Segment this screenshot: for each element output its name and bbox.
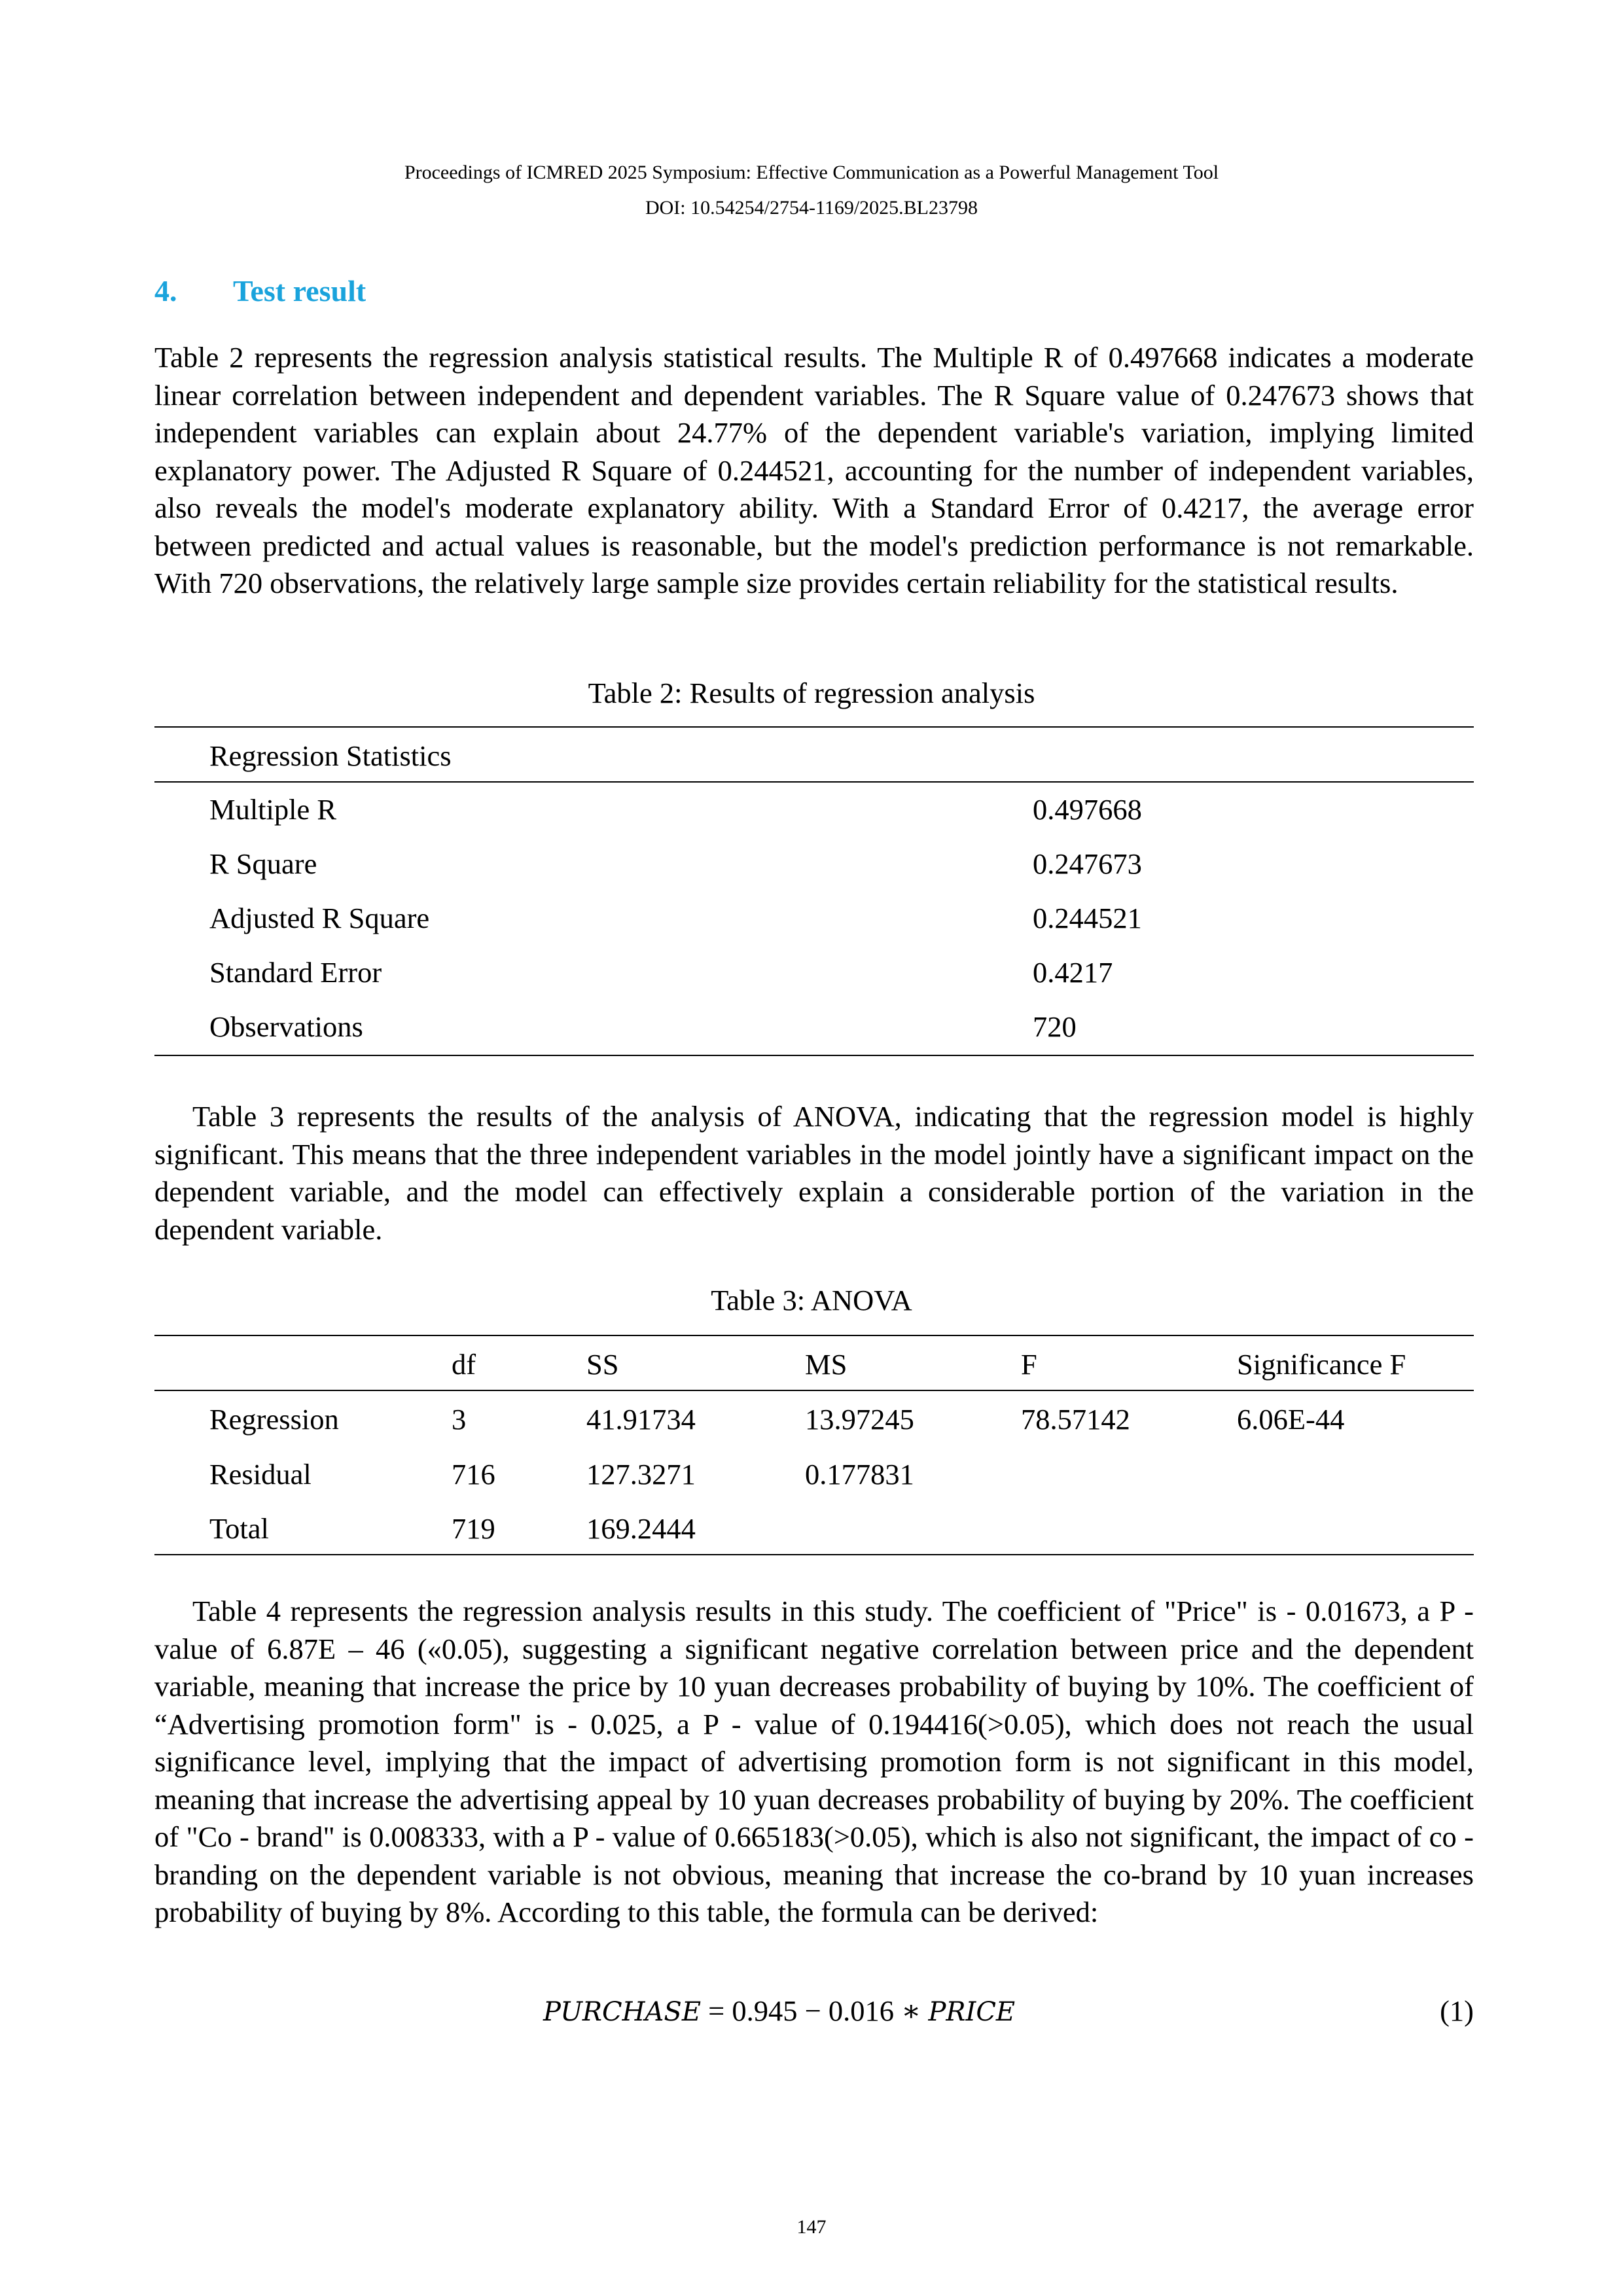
table2-row-value: 720 bbox=[1033, 1010, 1077, 1043]
section-title: Test result bbox=[233, 274, 366, 308]
section-number: 4. bbox=[154, 274, 177, 308]
table3-cell: 127.3271 bbox=[586, 1458, 696, 1491]
table2-header: Regression Statistics bbox=[209, 739, 452, 772]
table3-column-header: F bbox=[1021, 1348, 1037, 1381]
table3-cell: 3 bbox=[452, 1403, 467, 1436]
table2-row-value: 0.247673 bbox=[1033, 847, 1142, 880]
table3-column-header: SS bbox=[586, 1348, 619, 1381]
table3-column-header: Significance F bbox=[1237, 1348, 1406, 1381]
table3-cell: 78.57142 bbox=[1021, 1403, 1130, 1436]
table3-cell: 0.177831 bbox=[805, 1458, 914, 1491]
table2-caption: Table 2: Results of regression analysis bbox=[588, 677, 1035, 709]
page-number: 147 bbox=[796, 2216, 827, 2238]
running-header-doi: DOI: 10.54254/2754-1169/2025.BL23798 bbox=[645, 197, 978, 219]
table3-cell: 41.91734 bbox=[586, 1403, 696, 1436]
equation-number: (1) bbox=[1440, 1994, 1474, 2027]
table3-cell: 719 bbox=[452, 1512, 495, 1545]
table2-row-value: 0.497668 bbox=[1033, 793, 1142, 826]
table2-header-rule bbox=[154, 781, 1474, 783]
equation-equals: = bbox=[708, 1994, 725, 2027]
table3-cell: 13.97245 bbox=[805, 1403, 914, 1436]
equation-times: ∗ bbox=[901, 1994, 921, 2027]
paragraph-regression-results: Table 4 represents the regression analysis results in this study. The coefficient of "Price" is - 0.01673, a P - value of 6.87E – 46 («0.05), suggesting a significant negative correlation between price and the dependent variable, meaning that increase the price by 10 yuan decreases probability of buying by 10%. The coefficient of “Advertising promotion form" is - 0.025, a P - value of 0.194416(>0.05), which does not reach the usual significance level, implying that the impact of advertising promotion form is not significant in this model, meaning that increase the advertising appeal by 10 yuan decreases probability of buying by 20%. The coefficient of "Co - brand" is 0.008333, with a P - value of 0.665183(>0.05), which is also not significant, the impact of co - branding on the dependent variable is not obvious, meaning that increase the co-brand by 10 yuan increases probability of buying by 8%. According to this table, the formula can be derived: bbox=[154, 1595, 1474, 1928]
table3-column-header: df bbox=[452, 1348, 476, 1381]
table3-bottom-rule bbox=[154, 1554, 1474, 1555]
paragraph-regression-statistics: Table 2 represents the regression analysis statistical results. The Multiple R of 0.497668 indicates a moderate linear correlation between independent and dependent variables. The R Square value of 0.247673 shows that independent variables can explain about 24.77% of the dependent variable's variation, implying limited explanatory power. The Adjusted R Square of 0.244521, accounting for the number of independent variables, also reveals the model's moderate explanatory ability. With a Standard Error of 0.4217, the average error between predicted and actual values is reasonable, but the model's prediction performance is not remarkable. With 720 observations, the relatively large sample size provides certain reliability for the statistical results. bbox=[154, 341, 1474, 599]
table3-caption: Table 3: ANOVA bbox=[711, 1284, 912, 1316]
table3-column-header: MS bbox=[805, 1348, 847, 1381]
table2-row-label: Adjusted R Square bbox=[209, 902, 430, 934]
table3-cell: 6.06E-44 bbox=[1237, 1403, 1345, 1436]
table2-top-rule bbox=[154, 726, 1474, 728]
table3-row-label: Total bbox=[209, 1512, 269, 1545]
table2-row-value: 0.4217 bbox=[1033, 956, 1113, 989]
equation-coefficient: 0.016 bbox=[828, 1994, 894, 2027]
table2-row-label: Standard Error bbox=[209, 956, 382, 989]
equation-minus: − bbox=[804, 1994, 821, 2027]
table3-cell: 169.2444 bbox=[586, 1512, 696, 1545]
equation bbox=[543, 1992, 1015, 2031]
table3-cell: 716 bbox=[452, 1458, 495, 1491]
running-header-proceedings: Proceedings of ICMRED 2025 Symposium: Effective Communication as a Powerful Management Tool bbox=[404, 162, 1219, 183]
table3-header-rule bbox=[154, 1390, 1474, 1391]
table2-row-label: Multiple R bbox=[209, 793, 337, 826]
table3-row-label: Regression bbox=[209, 1403, 339, 1436]
table2-bottom-rule bbox=[154, 1055, 1474, 1056]
section-heading bbox=[154, 272, 366, 311]
equation-intercept: 0.945 bbox=[732, 1994, 798, 2027]
table3-row-label: Residual bbox=[209, 1458, 312, 1491]
table3-top-rule bbox=[154, 1335, 1474, 1336]
table2-row-label: Observations bbox=[209, 1010, 363, 1043]
equation-variable: PRICE bbox=[928, 1997, 1016, 2027]
table2-row-value: 0.244521 bbox=[1033, 902, 1142, 934]
table2-row-label: R Square bbox=[209, 847, 317, 880]
paragraph-anova: Table 3 represents the results of the analysis of ANOVA, indicating that the regression model is highly significant. This means that the three independent variables in the model jointly have a significant impact on the dependent variable, and the model can effectively explain a considerable portion of the variation in the dependent variable. bbox=[154, 1100, 1474, 1246]
equation-lhs: PURCHASE bbox=[543, 1997, 702, 2027]
